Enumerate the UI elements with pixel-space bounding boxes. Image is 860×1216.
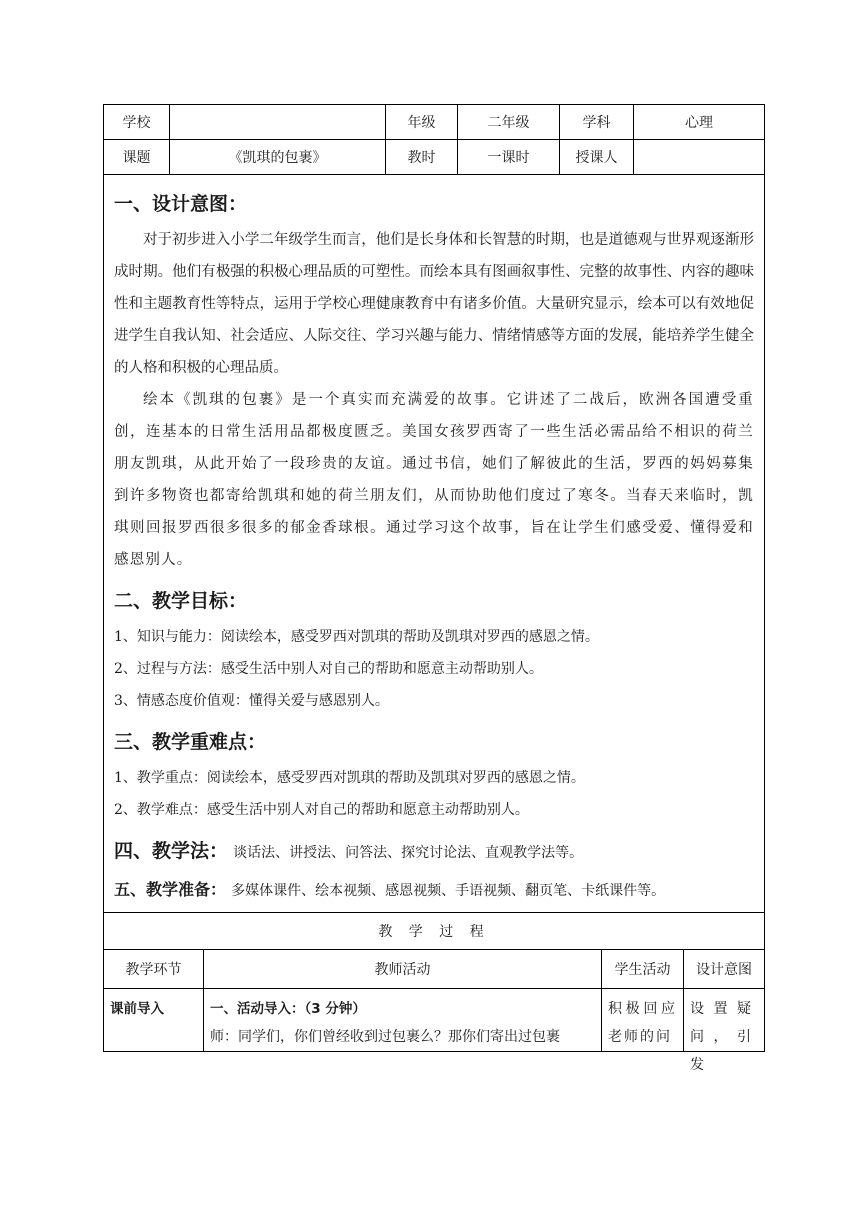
student-activity-cell: 积极回应老师的问 (602, 989, 684, 1051)
process-row (104, 989, 764, 1073)
header-design-intent: 设计意图 (696, 962, 752, 978)
objective-item-3: 3、情感态度价值观：懂得关爱与感恩别人。 (114, 693, 389, 709)
teacher-value (634, 140, 764, 174)
lesson-body (104, 175, 764, 913)
section-preparation-title: 五、教学准备： (114, 880, 227, 899)
process-header-row (104, 950, 764, 989)
header-stage: 教学环节 (104, 950, 204, 988)
design-intent-paragraph-2: 绘本《凯琪的包裹》是一个真实而充满爱的故事。它讲述了二战后，欧洲各国遭受重创，连基本的日常生活用品都极度匮乏。美国女孩罗西寄了一些生活必需品给不相识的荷兰朋友凯琪，从此开始了一段珍贵的友谊。通过书信，她们了解彼此的生活，罗西的妈妈募集到许多物资也都寄给凯琪和她的荷兰朋友们，从而协助他们度过了寒冬。当春天来临时，凯琪则回报罗西很多很多的郁金香球根。通过学习这个故事，旨在让学生们感受爱、懂得爱和感恩别人。 (114, 392, 754, 568)
grade-label: 年级 (386, 105, 458, 139)
hours-value: 一课时 (458, 140, 560, 174)
design-intent-cell: 设置疑问，引发 (690, 1001, 758, 1073)
info-row-1 (104, 105, 764, 140)
teacher-activity-title: 一、活动导入：（3 分钟） (210, 1001, 366, 1017)
topic-label: 课题 (104, 140, 170, 174)
design-intent-paragraph-1: 对于初步进入小学二年级学生而言，他们是长身体和长智慧的时期，也是道德观与世界观逐渐形成时期。他们有极强的积极心理品质的可塑性。而绘本具有图画叙事性、完整的故事性、内容的趣味性和主题教育性等特点，运用于学校心理健康教育中有诸多价值。大量研究显示，绘本可以有效地促进学生自我认知、社会适应、人际交往、学习兴趣与能力、情绪情感等方面的发展，能培养学生健全的人格和积极的心理品质。 (114, 232, 754, 376)
teacher-label: 授课人 (560, 140, 634, 174)
lesson-plan-table (103, 104, 765, 1073)
teacher-activity-text: 师：同学们，你们曾经收到过包裹么？那你们寄出过包裹 (210, 1029, 560, 1045)
header-student-activity: 学生活动 (602, 950, 684, 988)
stage-text: 课前导入 (110, 1001, 164, 1017)
school-value (170, 105, 386, 139)
subject-label: 学科 (560, 105, 634, 139)
teacher-activity-cell (204, 989, 602, 1051)
section-objectives-title: 二、教学目标： (114, 590, 248, 612)
header-teacher-activity: 教师活动 (204, 950, 602, 988)
section-methods-title: 四、教学法： (114, 840, 229, 862)
grade-value: 二年级 (458, 105, 560, 139)
school-label: 学校 (104, 105, 170, 139)
key-point-item-1: 1、教学重点：阅读绘本，感受罗西对凯琪的帮助及凯琪对罗西的感恩之情。 (114, 770, 585, 786)
section-design-intent-title: 一、设计意图： (114, 193, 248, 215)
key-point-item-2: 2、教学难点：感受生活中别人对自己的帮助和愿意主动帮助别人。 (114, 802, 529, 818)
stage-cell (104, 989, 204, 1051)
section-methods-text: 谈话法、讲授法、问答法、探究讨论法、直观教学法等。 (233, 845, 584, 861)
info-row-2 (104, 140, 764, 175)
section-methods (114, 836, 754, 863)
objective-item-1: 1、知识与能力：阅读绘本，感受罗西对凯琪的帮助及凯琪对罗西的感恩之情。 (114, 629, 599, 645)
hours-label: 教时 (386, 140, 458, 174)
section-preparation-text: 多媒体课件、绘本视频、感恩视频、手语视频、翻页笔、卡纸课件等。 (231, 883, 666, 899)
objective-item-2: 2、过程与方法：感受生活中别人对自己的帮助和愿意主动帮助别人。 (114, 661, 543, 677)
section-key-points-title: 三、教学重难点： (114, 731, 267, 753)
section-preparation (114, 877, 754, 900)
subject-value: 心理 (685, 115, 713, 131)
process-title: 教 学 过 程 (104, 913, 764, 950)
topic-value: 《凯琪的包裹》 (170, 140, 386, 174)
